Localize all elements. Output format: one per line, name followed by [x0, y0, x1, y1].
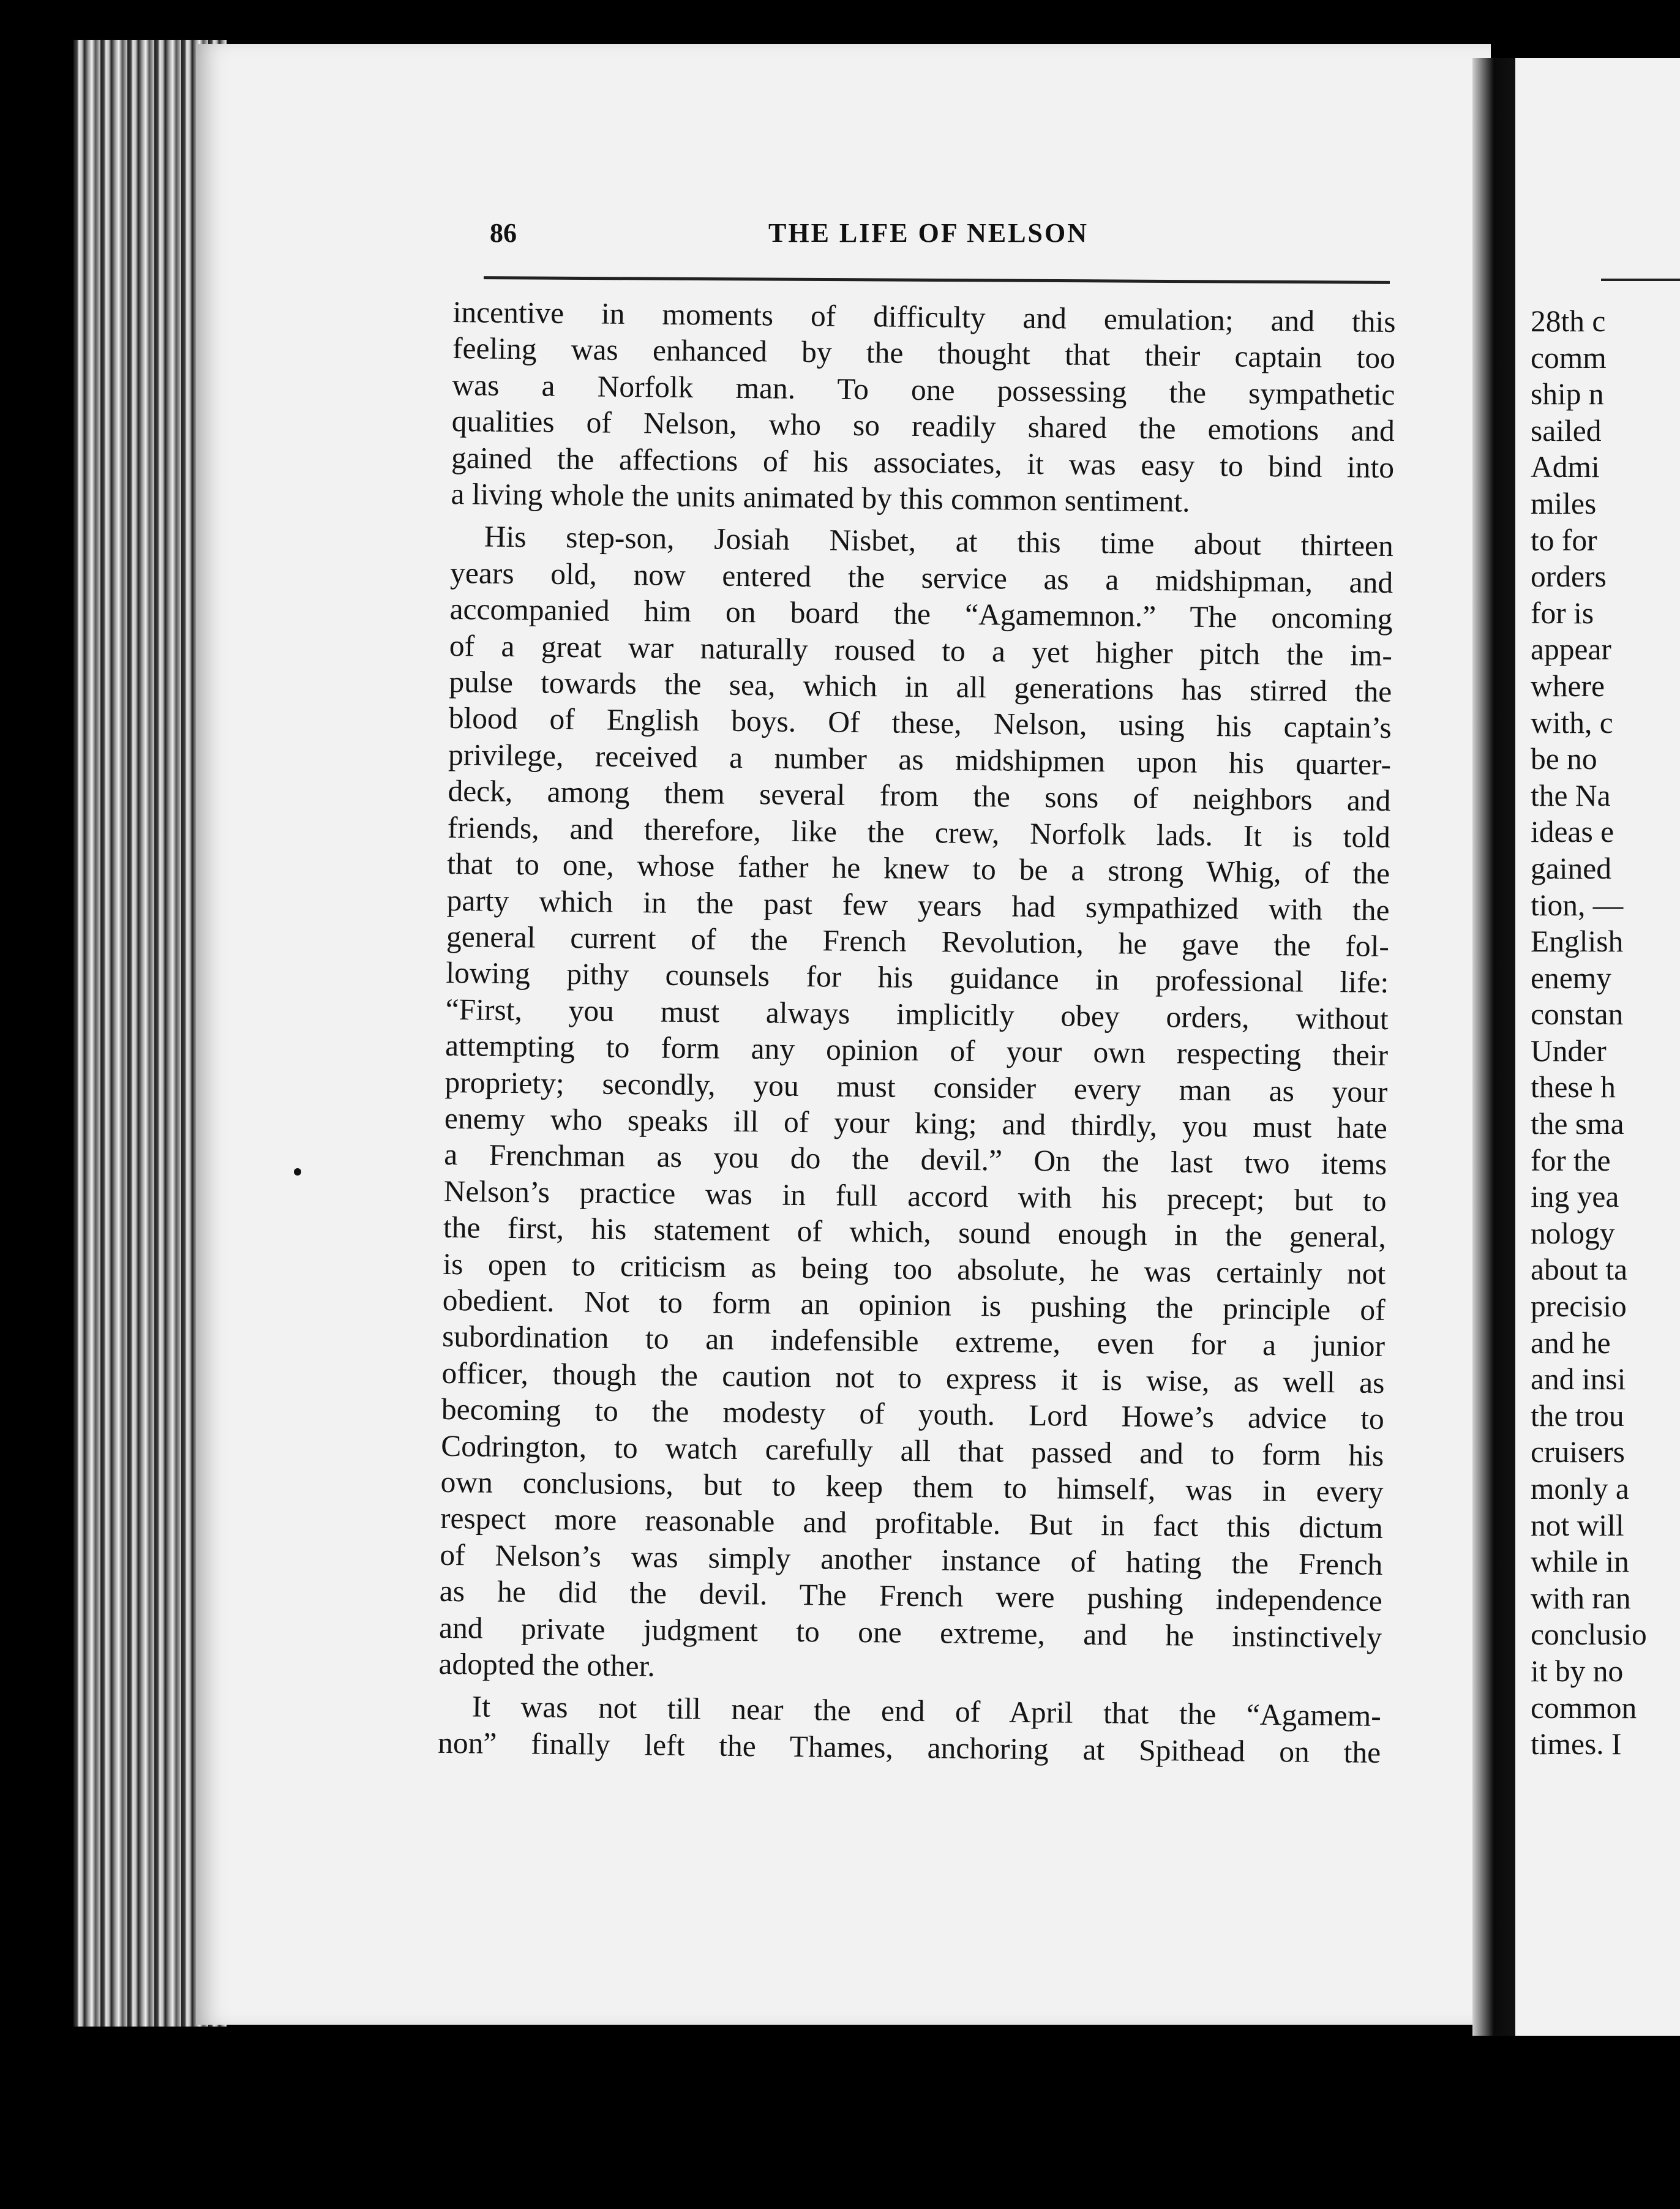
facing-text-line: monly a [1531, 1472, 1629, 1506]
text-line: own conclusions, but to keep them to himself, was in every [440, 1465, 1384, 1509]
text-line: and private judgment to one extreme, and he instinctively [438, 1610, 1382, 1654]
text-line: a Frenchman as you do the devil.” On the last two items [443, 1138, 1387, 1182]
facing-text-line: conclusio [1531, 1618, 1647, 1652]
facing-text-line: and insi [1531, 1362, 1626, 1397]
facing-text-line: Under [1531, 1033, 1607, 1068]
text-line: feeling was enhanced by the thought that their captain too [452, 331, 1396, 375]
running-head [490, 217, 1393, 260]
facing-page [1515, 58, 1680, 2036]
facing-page-rule [1601, 279, 1680, 281]
facing-text-line: with ran [1531, 1581, 1631, 1615]
text-line: the first, his statement of which, sound enough in the general, [443, 1210, 1387, 1255]
facing-text-line: ideas e [1531, 815, 1614, 849]
facing-text-line: precisio [1531, 1289, 1627, 1324]
text-line: was a Norfolk man. To one possessing the sympathetic [452, 367, 1395, 411]
paragraph [438, 1688, 1381, 1771]
facing-text-line: be no [1531, 742, 1597, 776]
facing-text-line: gained [1531, 851, 1611, 885]
facing-page-text [1531, 303, 1647, 1763]
text-line: blood of English boys. Of these, Nelson, using his captain’s [448, 701, 1392, 745]
text-line: lowing pithy counsels for his guidance in professional life: [446, 956, 1389, 1000]
text-line: general current of the French Revolution, he gave the fol- [446, 919, 1390, 963]
facing-text-line: where [1531, 669, 1605, 703]
ink-speck [294, 1168, 301, 1176]
facing-text-line: ing yea [1531, 1180, 1619, 1214]
text-line: obedient. Not to form an opinion is pushing the principle of [442, 1283, 1386, 1327]
facing-text-line: with, c [1531, 705, 1613, 740]
facing-text-line: while in [1531, 1545, 1629, 1579]
facing-text-line: it by no [1531, 1654, 1624, 1688]
text-line: incentive in moments of difficulty and emulation; and this [452, 294, 1396, 339]
facing-text-line: comm [1531, 340, 1607, 375]
text-line: Nelson’s practice was in full accord with his precept; but to [443, 1174, 1387, 1218]
text-line: propriety; secondly, you must consider every man as your [444, 1065, 1388, 1109]
facing-text-line: the trou [1531, 1398, 1624, 1433]
text-line: party which in the past few years had sympathized with the [446, 883, 1390, 927]
facing-text-line: enemy [1531, 961, 1611, 995]
facing-text-line: the Na [1531, 778, 1611, 812]
text-line: years old, now entered the service as a midshipman, and [449, 555, 1393, 599]
running-title: THE LIFE OF NELSON [768, 218, 1089, 248]
facing-text-line: cruisers [1531, 1435, 1625, 1469]
text-line: subordination to an indefensible extreme, even for a junior [441, 1319, 1386, 1363]
facing-text-line: Admi [1531, 450, 1600, 484]
paragraph [438, 518, 1393, 1692]
text-line: gained the affections of his associates, it was easy to bind into [451, 440, 1395, 484]
facing-text-line: 28th c [1531, 304, 1606, 338]
text-line: becoming to the modesty of youth. Lord Howe’s advice to [441, 1392, 1385, 1436]
facing-text-line: ship n [1531, 377, 1604, 411]
text-line: is open to criticism as being too absolute, he was certainly not [443, 1247, 1386, 1291]
facing-text-line: for is [1531, 596, 1594, 630]
text-line: non” finally left the Thames, anchoring at Spithead on the [437, 1725, 1381, 1769]
facing-text-line: orders [1531, 560, 1607, 594]
facing-text-line: common [1531, 1690, 1637, 1725]
page-number: 86 [490, 218, 517, 248]
facing-text-line: miles [1531, 486, 1597, 520]
text-line: deck, among them several from the sons of neighbors and [448, 774, 1391, 818]
text-line: qualities of Nelson, who so readily shared the emotions and [451, 404, 1395, 448]
facing-text-line: tion, — [1531, 888, 1624, 922]
text-line: pulse towards the sea, which in all generations has stirred the [449, 665, 1392, 709]
text-line: attempting to form any opinion of your own respecting their [444, 1029, 1389, 1073]
facing-text-line: and he [1531, 1326, 1611, 1360]
facing-text-line: to for [1531, 523, 1597, 557]
text-line: of a great war naturally roused to a yet higher pitch the im- [449, 628, 1393, 672]
text-line: enemy who speaks ill of your king; and thirdly, you must hate [444, 1101, 1388, 1145]
text-line: adopted the other. [438, 1646, 656, 1683]
text-line: a living whole the units animated by this common sentiment. [451, 477, 1190, 519]
text-line: of Nelson’s was simply another instance of hating the French [440, 1537, 1383, 1581]
body-text [438, 294, 1396, 1771]
facing-text-line: about ta [1531, 1253, 1628, 1287]
text-line: It was not till near the end of April that the “Agamem- [471, 1689, 1382, 1733]
book-gutter [1472, 58, 1515, 2036]
facing-text-line: these h [1531, 1070, 1616, 1104]
paragraph [451, 294, 1396, 522]
text-line: accompanied him on board the “Agamemnon.” The oncoming [449, 592, 1393, 636]
text-line: that to one, whose father he knew to be a strong Whig, of the [446, 847, 1390, 891]
text-line: His step-son, Josiah Nisbet, at this time about thirteen [484, 519, 1394, 563]
facing-text-line: sailed [1531, 413, 1602, 448]
facing-text-line: not will [1531, 1508, 1624, 1542]
facing-text-line: times. I [1531, 1727, 1622, 1761]
facing-text-line: appear [1531, 632, 1611, 667]
facing-text-line: constan [1531, 997, 1624, 1032]
text-line: as he did the devil. The French were pushing independence [439, 1574, 1383, 1618]
text-line: respect more reasonable and profitable. But in fact this dictum [440, 1501, 1384, 1545]
facing-text-line: for the [1531, 1143, 1611, 1177]
text-line: friends, and therefore, like the crew, Norfolk lads. It is told [447, 810, 1391, 854]
text-line: privilege, received a number as midshipmen upon his quarter- [448, 737, 1392, 781]
text-line: Codrington, to watch carefully all that passed and to form his [441, 1428, 1384, 1472]
facing-text-line: nology [1531, 1216, 1615, 1250]
text-line: “First, you must always implicitly obey orders, without [445, 992, 1389, 1036]
facing-text-line: the sma [1531, 1107, 1624, 1141]
text-line: officer, though the caution not to express it is wise, as well as [441, 1356, 1385, 1400]
facing-text-line: English [1531, 924, 1624, 959]
